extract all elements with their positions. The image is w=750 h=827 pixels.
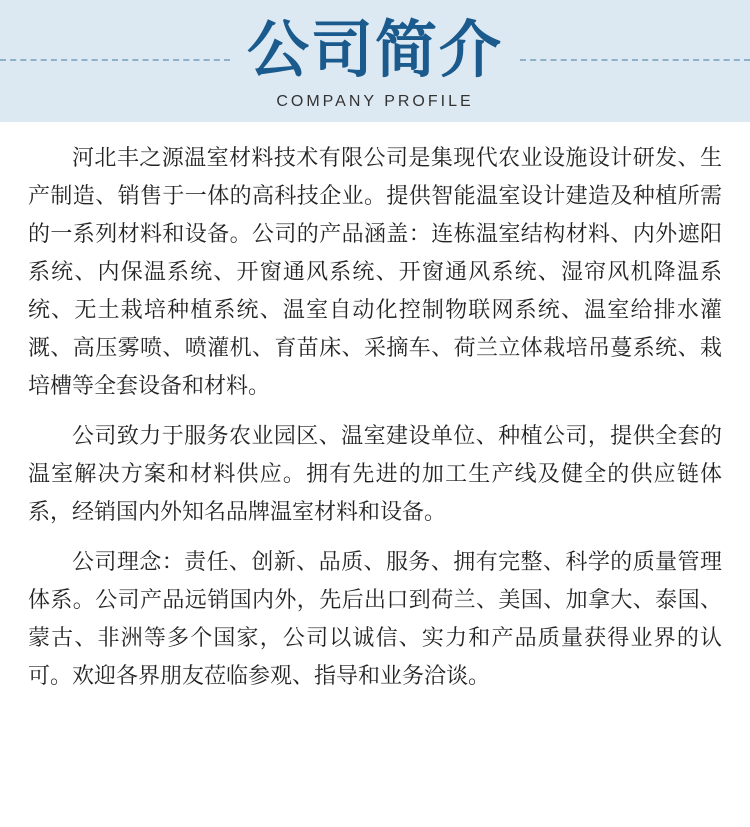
page-subtitle: COMPANY PROFILE [276,93,474,110]
page-title: 公司简介 [246,13,503,86]
profile-paragraph-intro: 河北丰之源温室材料技术有限公司是集现代农业设施设计研发、生产制造、销售于一体的高科技企业。提供智能温室设计建造及种植所需的一系列材料和设备。公司的产品涵盖：连栋温室结构材料、内外遮阳系统、内保温系统、开窗通风系统、开窗通风系统、湿帘风机降温系统、无土栽培种植系统、温室自动化控制物联网系统、温室给排水灌溉、高压雾喷、喷灌机、育苗床、采摘车、荷兰立体栽培吊蔓系统、栽培槽等全套设备和材料。 [28,146,722,399]
company-profile-body [28,140,722,708]
header-banner [0,0,750,122]
profile-paragraph-services: 公司致力于服务农业园区、温室建设单位、种植公司，提供全套的温室解决方案和材料供应。拥有先进的加工生产线及健全的供应链体系，经销国内外知名品牌温室材料和设备。 [28,424,722,525]
profile-paragraph-philosophy: 公司理念：责任、创新、品质、服务、拥有完整、科学的质量管理体系。公司产品远销国内外，先后出口到荷兰、美国、加拿大、泰国、蒙古、非洲等多个国家，公司以诚信、实力和产品质量获得业界的认可。欢迎各界朋友莅临参观、指导和业务洽谈。 [28,550,722,689]
